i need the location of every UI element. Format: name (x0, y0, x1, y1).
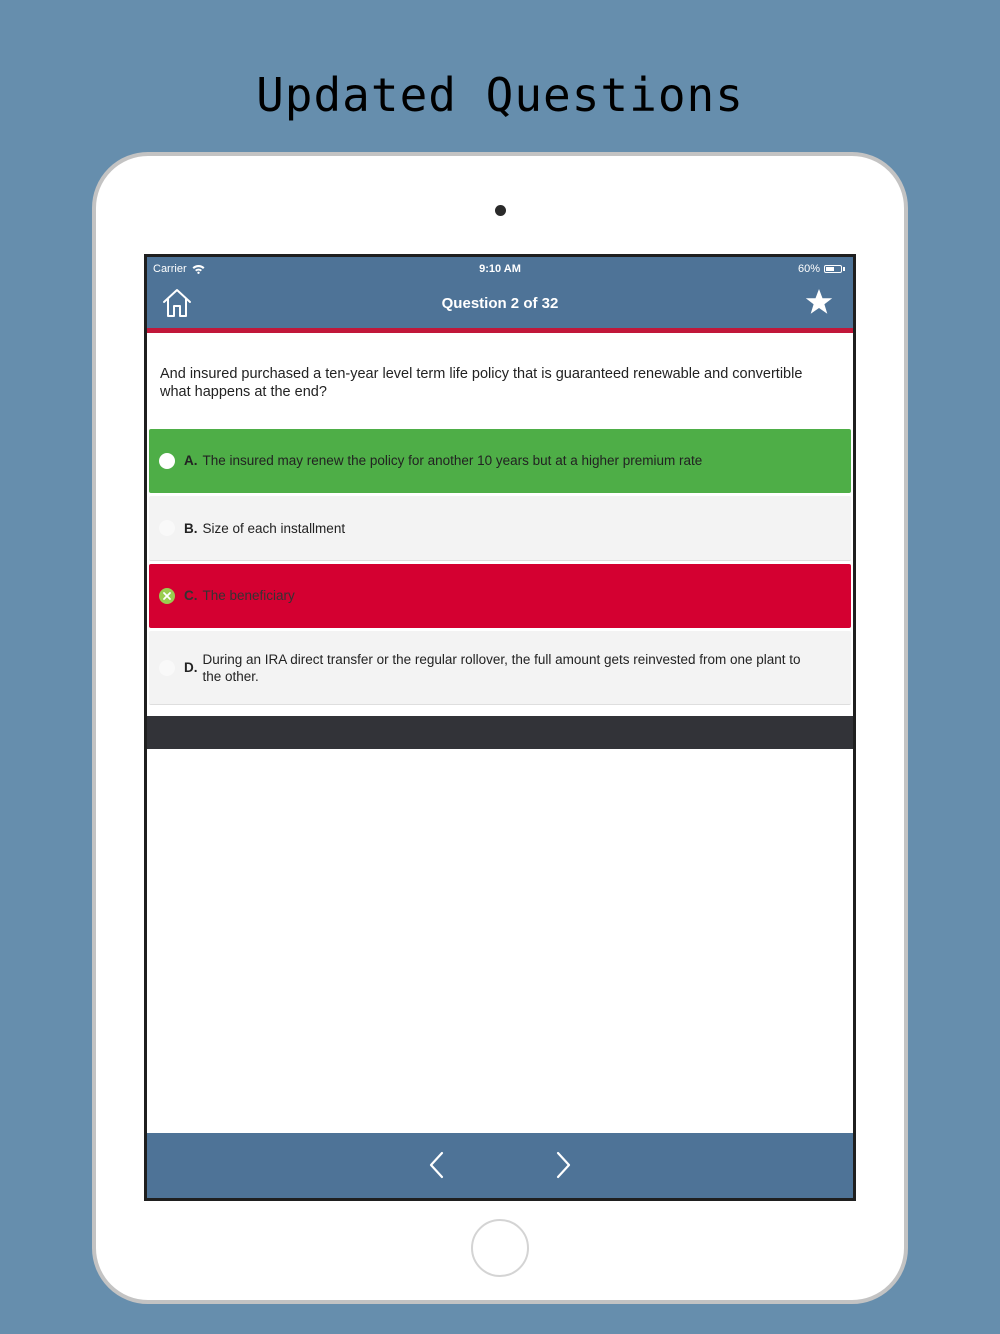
carrier-label: Carrier (153, 263, 187, 275)
chevron-right-icon (551, 1149, 575, 1181)
answer-option-d[interactable] (149, 631, 851, 705)
next-question-button[interactable] (551, 1149, 575, 1181)
nav-bar (147, 281, 853, 333)
divider-band (147, 716, 853, 749)
answer-letter: B. (184, 520, 198, 536)
question-text: And insured purchased a ten-year level term life policy that is guaranteed renewable and convertible what happens at the end? (160, 366, 803, 400)
radio-icon (159, 453, 175, 469)
answer-option-a[interactable] (149, 429, 851, 493)
camera-dot (495, 205, 506, 216)
previous-question-button[interactable] (425, 1149, 449, 1181)
battery-percent: 60% (797, 263, 820, 275)
answer-letter: C. (184, 588, 198, 603)
answer-letter: D. (184, 660, 198, 675)
battery-icon (824, 265, 842, 273)
answer-text: The beneficiary (202, 588, 295, 603)
wrong-mark-icon (159, 588, 175, 604)
answer-option-c[interactable] (149, 564, 851, 628)
answer-letter: A. (184, 453, 198, 468)
status-time: 9:10 AM (479, 263, 521, 275)
chevron-left-icon (425, 1149, 449, 1181)
answer-option-b[interactable] (149, 496, 851, 561)
answer-text: Size of each installment (202, 520, 346, 536)
answer-text: The insured may renew the policy for another 10 years but at a higher premium rate (202, 453, 703, 468)
star-icon (803, 286, 835, 318)
answer-list (149, 429, 851, 708)
page-title: Question 2 of 32 (441, 295, 559, 312)
bottom-nav-bar (147, 1133, 853, 1198)
app-screen (144, 254, 856, 1201)
radio-icon (159, 520, 175, 536)
hardware-home-button[interactable] (471, 1219, 529, 1277)
radio-icon (159, 660, 175, 676)
answer-text: During an IRA direct transfer or the regular rollover, the full amount gets reinvested from one plant to the other. (202, 651, 801, 684)
battery-info (798, 263, 845, 275)
favorite-button[interactable] (803, 286, 835, 318)
promo-title: Updated Questions (256, 68, 744, 122)
status-bar (147, 257, 853, 281)
